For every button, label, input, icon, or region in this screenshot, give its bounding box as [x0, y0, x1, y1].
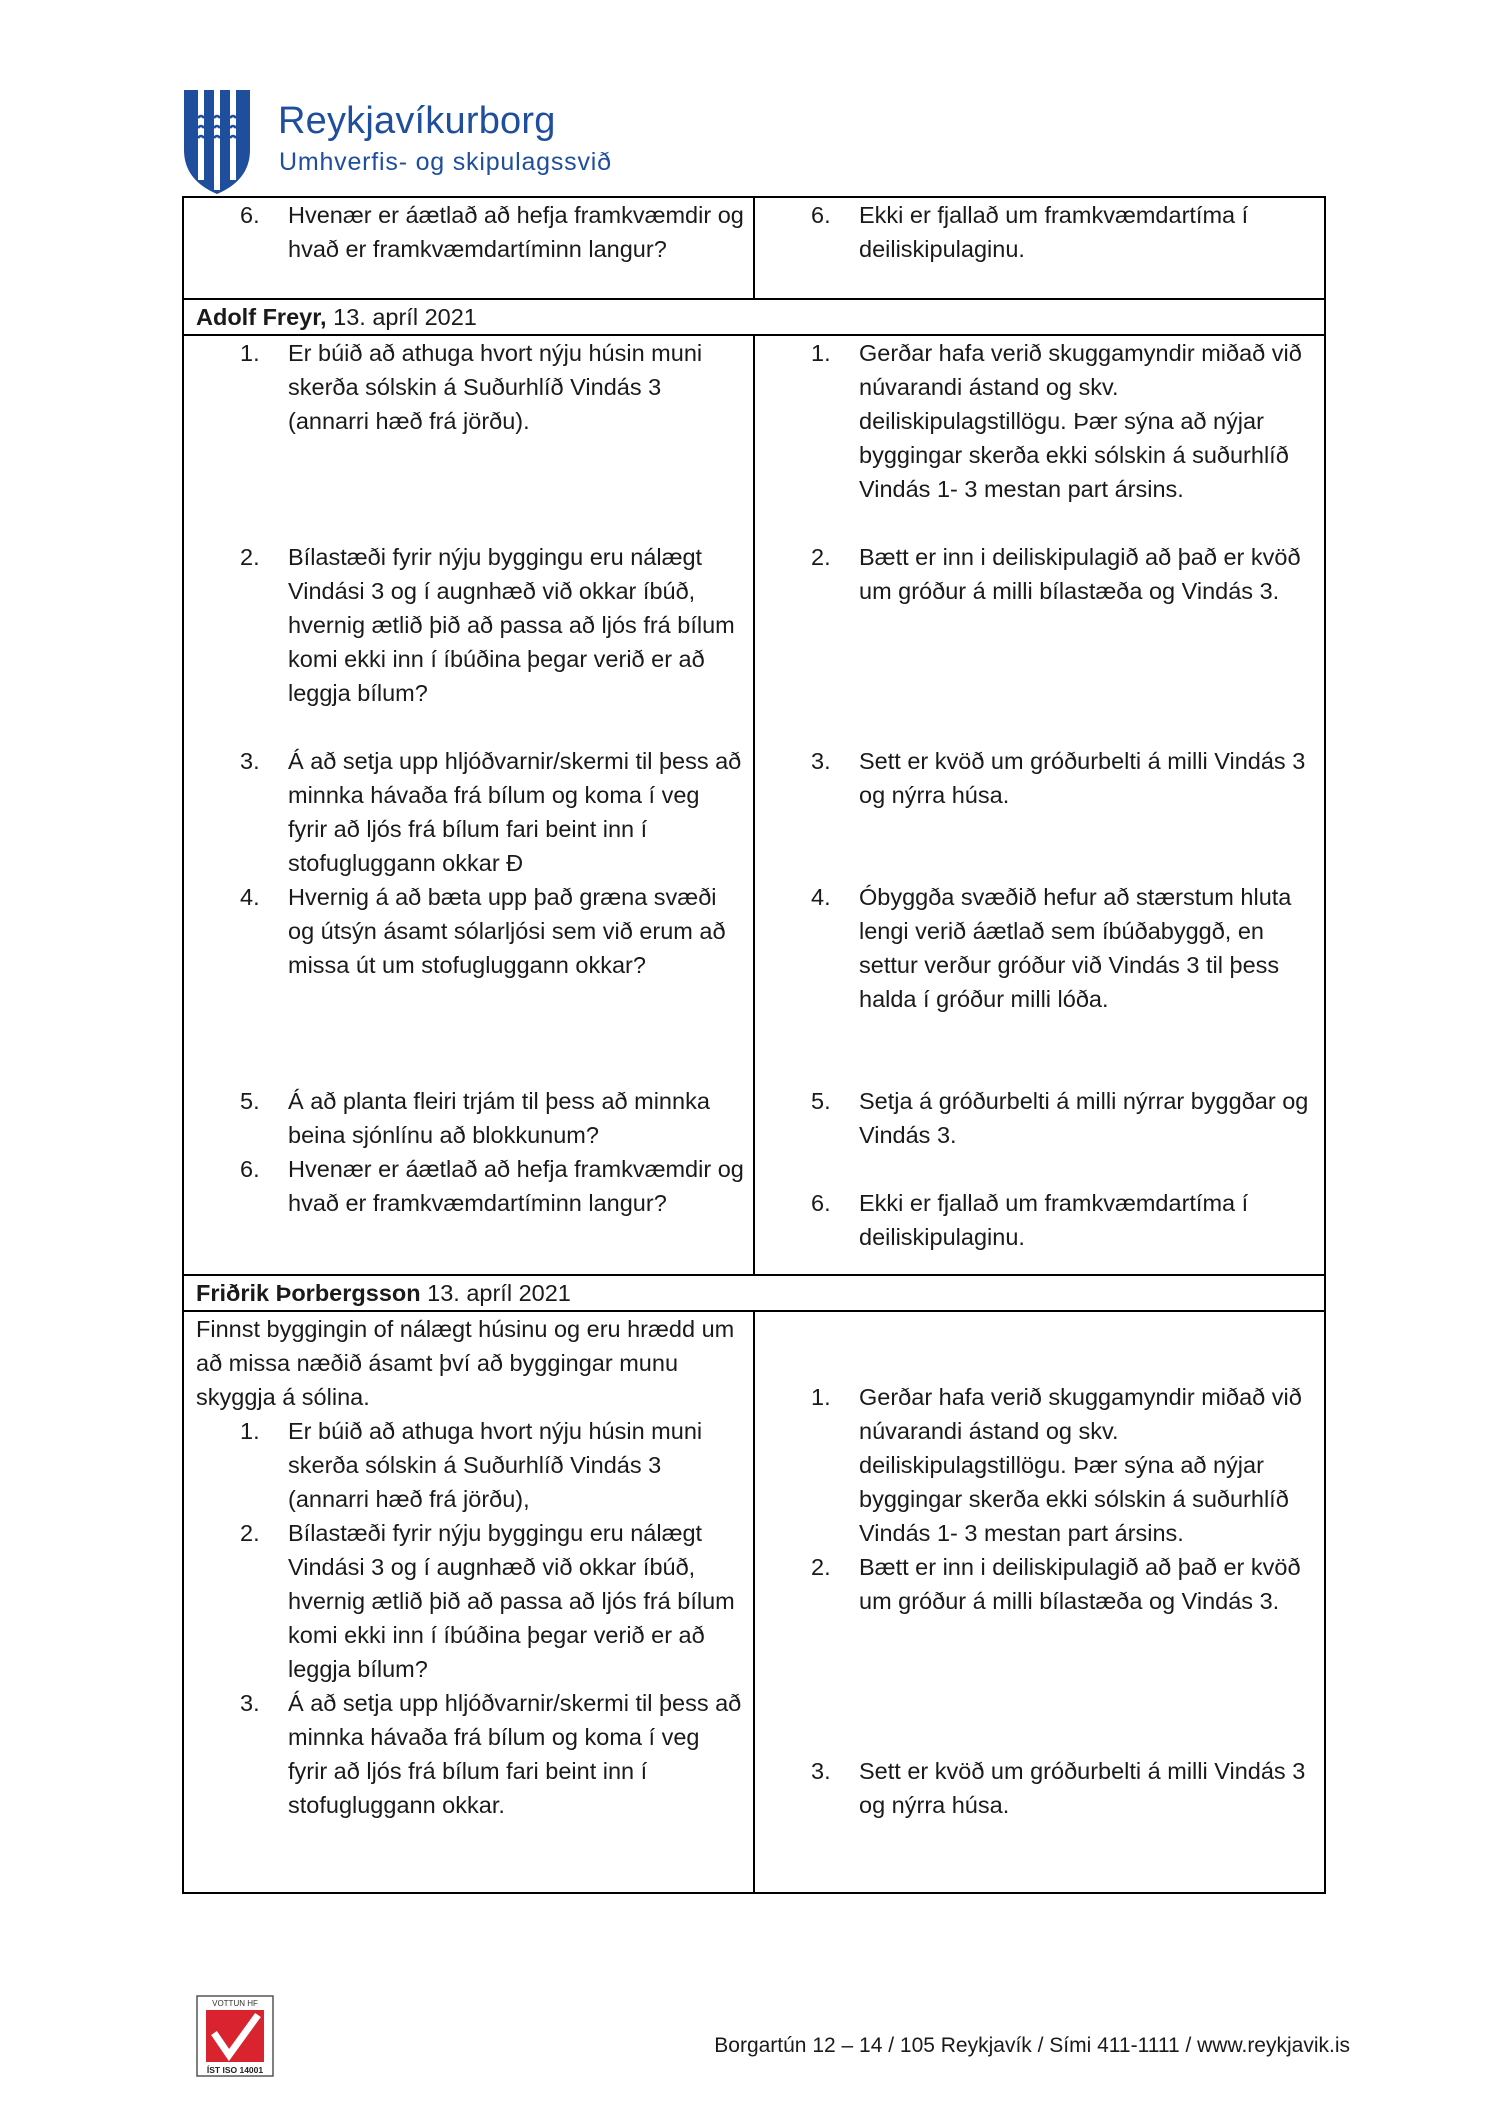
response-cell [754, 1311, 1325, 1893]
list-item: 5. Setja á gróðurbelti á milli nýrrar byggðar og Vindás 3. [811, 1088, 1309, 1148]
list-item: 5. Á að planta fleiri trjám til þess að minnka beina sjónlínu að blokkunum? [240, 1088, 710, 1148]
list-item: 6. Hvenær er áætlað að hefja framkvæmdir og hvað er framkvæmdartíminn langur? [240, 1156, 744, 1216]
comments-table [182, 196, 1326, 1894]
comment-cell [183, 197, 754, 299]
list-item: 6. Ekki er fjallað um framkvæmdartíma í deiliskipulaginu. [811, 1190, 1249, 1250]
comment-date: 13. apríl 2021 [420, 1280, 571, 1306]
department-name: Umhverfis- og skipulagssvið [279, 148, 612, 176]
cert-bottom-label: ÍST ISO 14001 [206, 2065, 264, 2075]
list-item: 2. Bætt er inn i deiliskipulagið að það er kvöð um gróður á milli bílastæða og Vindás 3. [811, 544, 1301, 604]
section-header-row [183, 1275, 1325, 1311]
commenter-name: Friðrik Þorbergsson [196, 1280, 421, 1306]
commenter-header [183, 299, 1325, 335]
iso-certification-icon [196, 1995, 274, 2077]
section-header-row [183, 299, 1325, 335]
list-item: 4. Hvernig á að bæta upp það græna svæði og útsýn ásamt sólarljósi sem við erum að missa út um stofugluggann okkar? [240, 884, 726, 978]
response-cell [754, 197, 1325, 299]
comment-cell [183, 1311, 754, 1893]
list-item: 3. Sett er kvöð um gróðurbelti á milli Vindás 3 og nýrra húsa. [811, 748, 1306, 808]
comment-date: 13. apríl 2021 [326, 304, 477, 330]
table-row [183, 1311, 1325, 1893]
list-item: 2. Bílastæði fyrir nýju byggingu eru nálægt Vindási 3 og í augnhæð við okkar íbúð, hvernig ætlið þið að passa að ljós frá bílum komi ekki inn í íbúðina þegar verið er að leggja bílum? [240, 1520, 735, 1682]
response-cell [754, 335, 1325, 1275]
list-item: 3. Á að setja upp hljóðvarnir/skermi til þess að minnka hávaða frá bílum og koma í veg fyrir að ljós frá bílum fari beint inn í stofugluggann okkar Ð [240, 748, 742, 876]
comment-intro: Finnst byggingin of nálægt húsinu og eru hrædd um að missa næðið ásamt því að byggingar munu skyggja á sólina. [196, 1316, 735, 1410]
list-item: 1. Gerðar hafa verið skuggamyndir miðað við núvarandi ástand og skv. deiliskipulagstillögu. Þær sýna að nýjar byggingar skerða ekki sólskin á suðurhlíð Vindás 1- 3 mestan part ársins. [811, 1384, 1302, 1546]
footer-address: Borgartún 12 – 14 / 105 Reykjavík / Sími 411-1111 / www.reykjavik.is [714, 2034, 1350, 2057]
list-item: 4. Óbyggða svæðið hefur að stærstum hluta lengi verið áætlað sem íbúðabyggð, en settur verður gróður við Vindás 3 til þess halda í gróður milli lóða. [811, 884, 1292, 1012]
reykjavik-crest-icon [182, 88, 252, 196]
table-row [183, 335, 1325, 1275]
list-item: 3. Sett er kvöð um gróðurbelti á milli Vindás 3 og nýrra húsa. [811, 1758, 1306, 1818]
list-item: 1. Er búið að athuga hvort nýju húsin muni skerða sólskin á Suðurhlíð Vindás 3 (annarri hæð frá jörðu), [240, 1418, 703, 1512]
list-item: 2. Bætt er inn i deiliskipulagið að það er kvöð um gróður á milli bílastæða og Vindás 3. [811, 1554, 1301, 1614]
table-row [183, 197, 1325, 299]
cert-top-label: VOTTUN HF [212, 1999, 258, 2008]
commenter-name: Adolf Freyr, [196, 304, 327, 330]
list-item: 6. Hvenær er áætlað að hefja framkvæmdir og hvað er framkvæmdartíminn langur? [240, 202, 744, 262]
commenter-header [183, 1275, 1325, 1311]
list-item: 1. Gerðar hafa verið skuggamyndir miðað við núvarandi ástand og skv. deiliskipulagstillögu. Þær sýna að nýjar byggingar skerða ekki sólskin á suðurhlíð Vindás 1- 3 mestan part ársins. [811, 340, 1302, 502]
list-item: 1. Er búið að athuga hvort nýju húsin muni skerða sólskin á Suðurhlíð Vindás 3 (annarri hæð frá jörðu). [240, 340, 703, 434]
comment-cell [183, 335, 754, 1275]
list-item: 3. Á að setja upp hljóðvarnir/skermi til þess að minnka hávaða frá bílum og koma í veg fyrir að ljós frá bílum fari beint inn í stofugluggann okkar. [240, 1690, 742, 1818]
list-item: 2. Bílastæði fyrir nýju byggingu eru nálægt Vindási 3 og í augnhæð við okkar íbúð, hvernig ætlið þið að passa að ljós frá bílum komi ekki inn í íbúðina þegar verið er að leggja bílum? [240, 544, 735, 706]
list-item: 6. Ekki er fjallað um framkvæmdartíma í deiliskipulaginu. [811, 202, 1249, 262]
org-name: Reykjavíkurborg [278, 100, 556, 142]
